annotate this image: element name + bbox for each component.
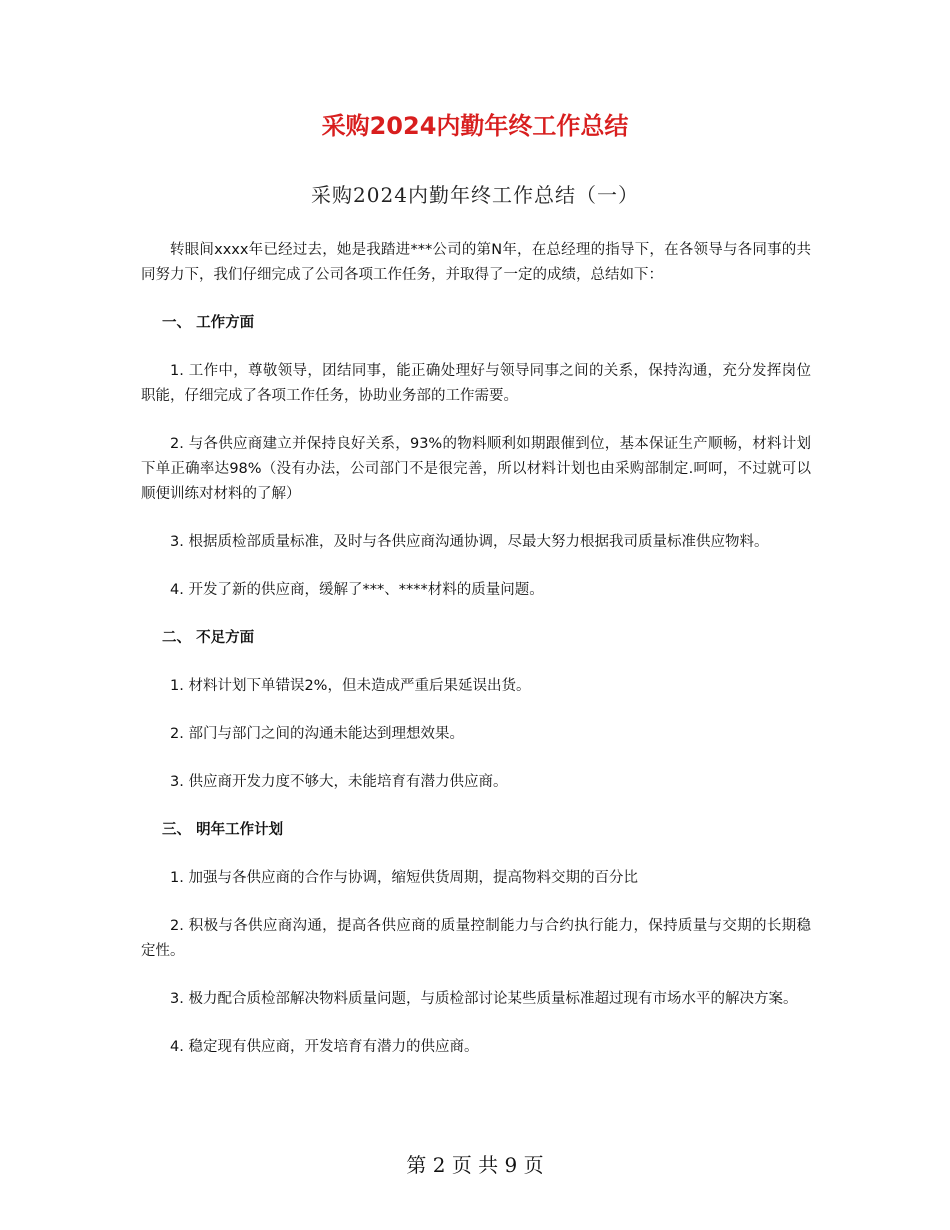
document-title: 采购2024内勤年终工作总结 [321,112,629,140]
page-number-footer: 第 2 页 共 9 页 [406,1153,544,1177]
document-body [141,238,811,1083]
work-item-2: 2. 与各供应商建立并保持良好关系，93%的物料顺利如期跟催到位，基本保证生产顺畅，材料计划下单正确率达98%（没有办法，公司部门不是很完善，所以材料计划也由采购部制定.呵呵，不过就可以顺便训练对材料的了解） [141,436,811,502]
document-subtitle: 采购2024内勤年终工作总结（一） [311,183,639,207]
plan-item-4: 4. 稳定现有供应商，开发培育有潜力的供应商。 [170,1039,479,1055]
section-heading-shortcomings: 二、 不足方面 [162,630,255,646]
section-heading-plan: 三、 明年工作计划 [162,822,284,838]
plan-item-2: 2. 积极与各供应商沟通，提高各供应商的质量控制能力与合约执行能力，保持质量与交期的长期稳定性。 [141,918,811,959]
shortcoming-item-1: 1. 材料计划下单错误2%，但未造成严重后果延误出货。 [170,678,531,694]
plan-item-3: 3. 极力配合质检部解决物料质量问题，与质检部讨论某些质量标准超过现有市场水平的解决方案。 [170,991,798,1007]
intro-paragraph: 转眼间xxxx年已经过去，她是我踏进***公司的第N年，在总经理的指导下，在各领导与各同事的共同努力下，我们仔细完成了公司各项工作任务，并取得了一定的成绩，总结如下： [141,242,811,283]
work-item-3: 3. 根据质检部质量标准，及时与各供应商沟通协调，尽最大努力根据我司质量标准供应物料。 [170,534,769,550]
shortcoming-item-2: 2. 部门与部门之间的沟通未能达到理想效果。 [170,726,464,742]
shortcoming-item-3: 3. 供应商开发力度不够大，未能培育有潜力供应商。 [170,774,508,790]
section-heading-work: 一、 工作方面 [162,315,255,331]
work-item-1: 1. 工作中，尊敬领导，团结同事，能正确处理好与领导同事之间的关系，保持沟通，充分发挥岗位职能，仔细完成了各项工作任务，协助业务部的工作需要。 [141,363,811,404]
plan-item-1: 1. 加强与各供应商的合作与协调，缩短供货周期，提高物料交期的百分比 [170,870,638,886]
work-item-4: 4. 开发了新的供应商，缓解了***、****材料的质量问题。 [170,582,544,598]
